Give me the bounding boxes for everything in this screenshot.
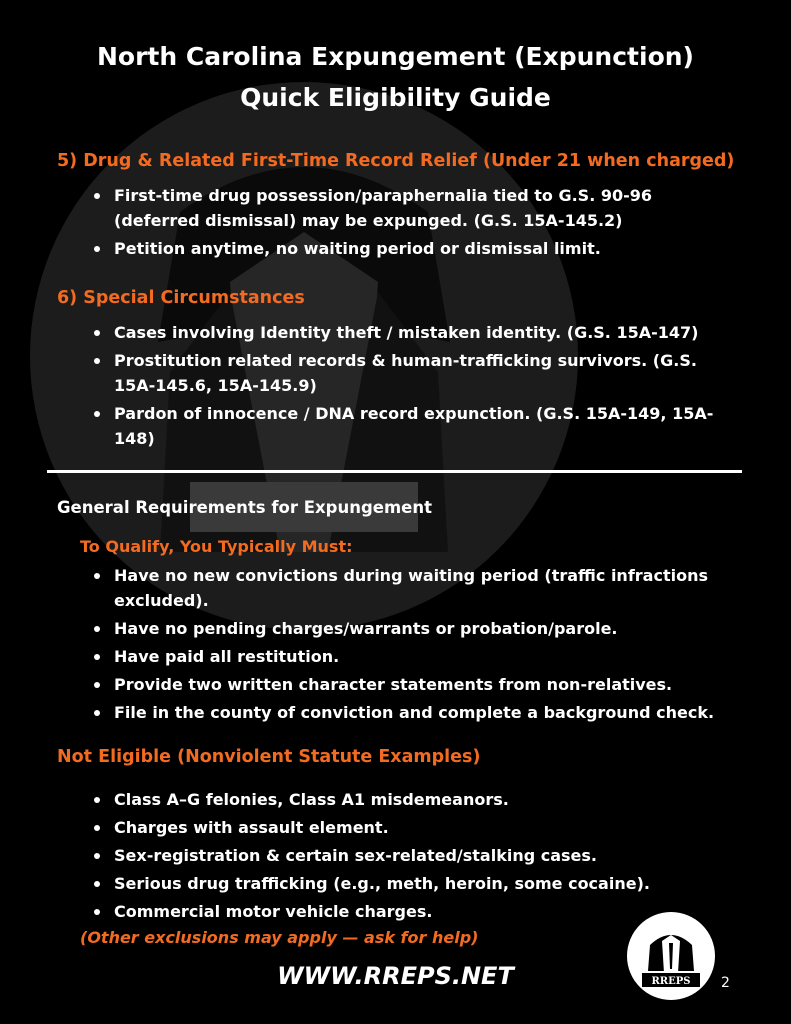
general-requirements-heading: General Requirements for Expungement [57, 498, 432, 517]
requirements-list [90, 563, 750, 728]
exclusions-note: (Other exclusions may apply — ask for help) [80, 928, 479, 947]
list-item: Have no pending charges/warrants or probation/parole. [90, 616, 750, 641]
list-item: Charges with assault element. [90, 815, 750, 840]
not-eligible-list [90, 787, 750, 927]
not-eligible-heading: Not Eligible (Nonviolent Statute Examples) [57, 747, 481, 767]
section5-heading: 5) Drug & Related First-Time Record Relief (Under 21 when charged) [57, 151, 735, 171]
logo-text: RREPS [651, 976, 691, 987]
list-item: Prostitution related records & human-trafficking survivors. (G.S. 15A-145.6, 15A-145.9) [90, 348, 730, 398]
list-item: Have no new convictions during waiting period (traffic infractions excluded). [90, 563, 750, 613]
list-item: Commercial motor vehicle charges. [90, 899, 750, 924]
list-item: Serious drug trafficking (e.g., meth, heroin, some cocaine). [90, 871, 750, 896]
list-item: Pardon of innocence / DNA record expunction. (G.S. 15A-149, 15A-148) [90, 401, 730, 451]
section-divider [47, 470, 742, 473]
list-item: Have paid all restitution. [90, 644, 750, 669]
section6-list [90, 320, 730, 454]
list-item: Class A–G felonies, Class A1 misdemeanors. [90, 787, 750, 812]
list-item: File in the county of conviction and complete a background check. [90, 700, 750, 725]
section6-heading: 6) Special Circumstances [57, 288, 305, 308]
page-title-line1: North Carolina Expungement (Expunction) [97, 42, 694, 71]
page-number: 2 [721, 975, 730, 991]
page-title-line2: Quick Eligibility Guide [240, 83, 551, 112]
website-url[interactable]: WWW.RREPS.NET [277, 962, 514, 990]
list-item: Petition anytime, no waiting period or dismissal limit. [90, 236, 710, 261]
qualify-subheading: To Qualify, You Typically Must: [80, 537, 353, 556]
section5-list [90, 183, 710, 264]
list-item: Provide two written character statements from non-relatives. [90, 672, 750, 697]
list-item: First-time drug possession/paraphernalia tied to G.S. 90-96 (deferred dismissal) may be expunged. (G.S. 15A-145.2) [90, 183, 710, 233]
list-item: Cases involving Identity theft / mistaken identity. (G.S. 15A-147) [90, 320, 730, 345]
rreps-logo-icon [626, 911, 716, 1001]
list-item: Sex-registration & certain sex-related/stalking cases. [90, 843, 750, 868]
